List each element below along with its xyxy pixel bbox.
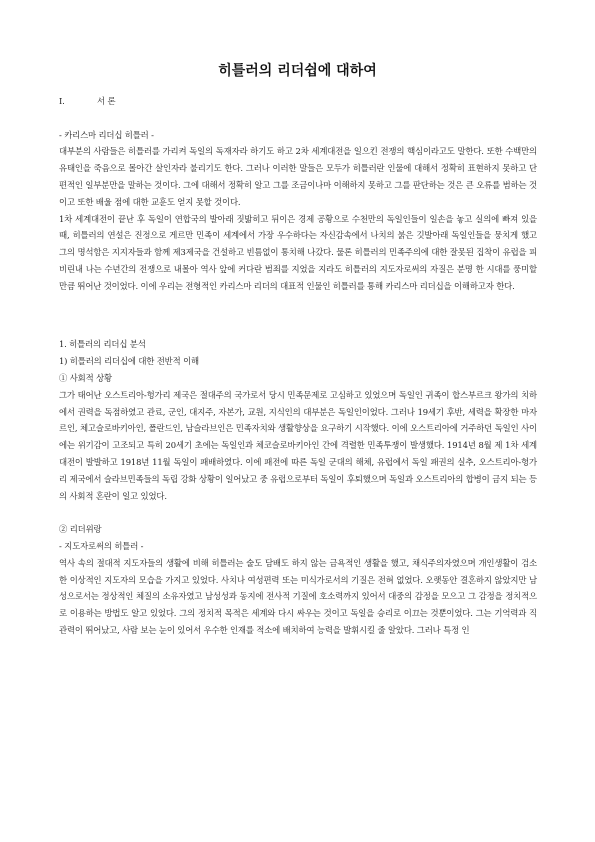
section-title: 서 론 [97, 96, 116, 106]
subsection-heading: 1) 히틀러의 리더십에 대한 전반적 이해 [59, 356, 199, 367]
paragraph: 1차 세계대전이 끝난 후 독일이 연합국의 발아래 짓밟히고 뒤이은 경제 공황으로 수천만의 독일인들이 일손을 놓고 실의에 빠져 있을 때, 히틀러의 연설은 진정으로 게르만 민족이 세계에서 가장 우수하다는 자신감속에서 나치의 붉은 깃발아래 독일인들을 뭉치게 했고 그의 명석함은 지지자들과 함께 제3제국을 건설하고 빈틈없이 통치해 나갔다. 물론 히틀러의 민족주의에 대한 잘못된 집착이 유럽을 피비린내 나는 수년간의 전쟁으로 내몰아 역사 앞에 커다란 범죄를 지었을 지라도 히틀러의 지도자로써의 자질은 분명 한 시대를 풍미할 만큼 뛰어난 것이었다. 이에 우리는 전형적인 카리스마 리더의 대표적 인물인 히틀러를 통해 카리스마 리더십을 이해하고자 한다. [59, 213, 537, 291]
section-heading-analysis: 1. 히틀러의 리더십 분석 [59, 339, 146, 350]
subheading-charisma: - 카리스마 리더십 히틀러 - [59, 129, 154, 140]
section-heading-introduction [59, 93, 537, 110]
document-body [59, 93, 537, 639]
section-number: Ⅰ. [59, 96, 65, 106]
document-title: 히틀러의 리더쉽에 대하여 [218, 63, 377, 79]
subheading-leader: - 지도자로써의 히틀러 - [59, 540, 144, 551]
item-heading-leader: ② 리더위랑 [59, 524, 102, 535]
item-heading-social: ① 사회적 상황 [59, 372, 112, 383]
paragraph: 대부분의 사람들은 히틀러를 가리켜 독일의 독재자라 하기도 하고 2차 세계대전을 일으킨 전쟁의 핵심이라고도 말한다. 또한 수백만의 유태인을 죽음으로 몰아간 살인자라 불리기도 한다. 그러나 이러한 말들은 모두가 히틀러란 인물에 대해서 정확히 표현하지 못하고 단편적인 일부분만을 말하는 것이다. 그에 대해서 정확히 알고 그를 조금이나마 이해하지 못하고 그를 판단하는 것은 큰 오류를 범하는 것이고 또한 배울 점에 대한 교훈도 얻지 못할 것이다. [59, 146, 537, 207]
paragraph: 역사 속의 절대적 지도자들의 생활에 비해 히틀러는 술도 담배도 하지 않는 금욕적인 생활을 했고, 채식주의자였으며 개인생활이 검소한 이상적인 지도자의 모습을 가지고 있었다. 사치나 여성편력 또는 미식가로서의 기질은 전혀 없었다. 오랫동안 결혼하지 않았지만 남성으로서는 정상적인 체질의 소유자였고 남성성과 동지에 전사적 기질에 호소력까지 있어서 대중의 감정을 모으고 그 감정을 정치적으로 이용하는 방법도 알고 있었다. 그의 정치적 목적은 세계와 다시 싸우는 것이고 독일을 승리로 이끄는 것뿐이었다. 그는 기억력과 직관력이 뛰어났고, 사람 보는 눈이 있어서 우수한 인재를 적소에 배치하여 능력을 발휘시킬 줄 알았다. 그러나 특정 인 [59, 557, 537, 635]
paragraph: 그가 태어난 오스트리아-헝가리 제국은 절대주의 국가로서 당시 민족문제로 고심하고 있었으며 독일인 귀족이 합스부르크 왕가의 치하에서 권력을 독점하였고 관료, 군인, 대지주, 자본가, 교원, 지식인의 대부분은 독일인이었다. 그러나 19세기 후반, 세력을 확장한 마자르인, 체고슬로바키아인, 폴란드인, 남슬라브인은 민족자치와 생활향상을 요구하기 시작했다. 이에 오스트리아에 거주하던 독일인 사이에는 위기감이 고조되고 특히 20세기 초에는 독일인과 체코슬로바키아인 간에 격렬한 민족투쟁이 발생했다. 1914년 8월 제 1차 세계대전이 발발하고 1918년 11월 독일이 패배하였다. 이에 패전에 따른 독일 군대의 해체, 유럽에서 독일 패권의 실추, 오스트리아-헝가리 제국에서 슬라브민족들의 독립 강화 상황이 일어났고 중 유럽으로부터 독일이 후퇴했으며 독일과 오스트리아의 합병이 금지 되는 등의 사회적 혼란이 일고 있었다. [59, 389, 537, 501]
